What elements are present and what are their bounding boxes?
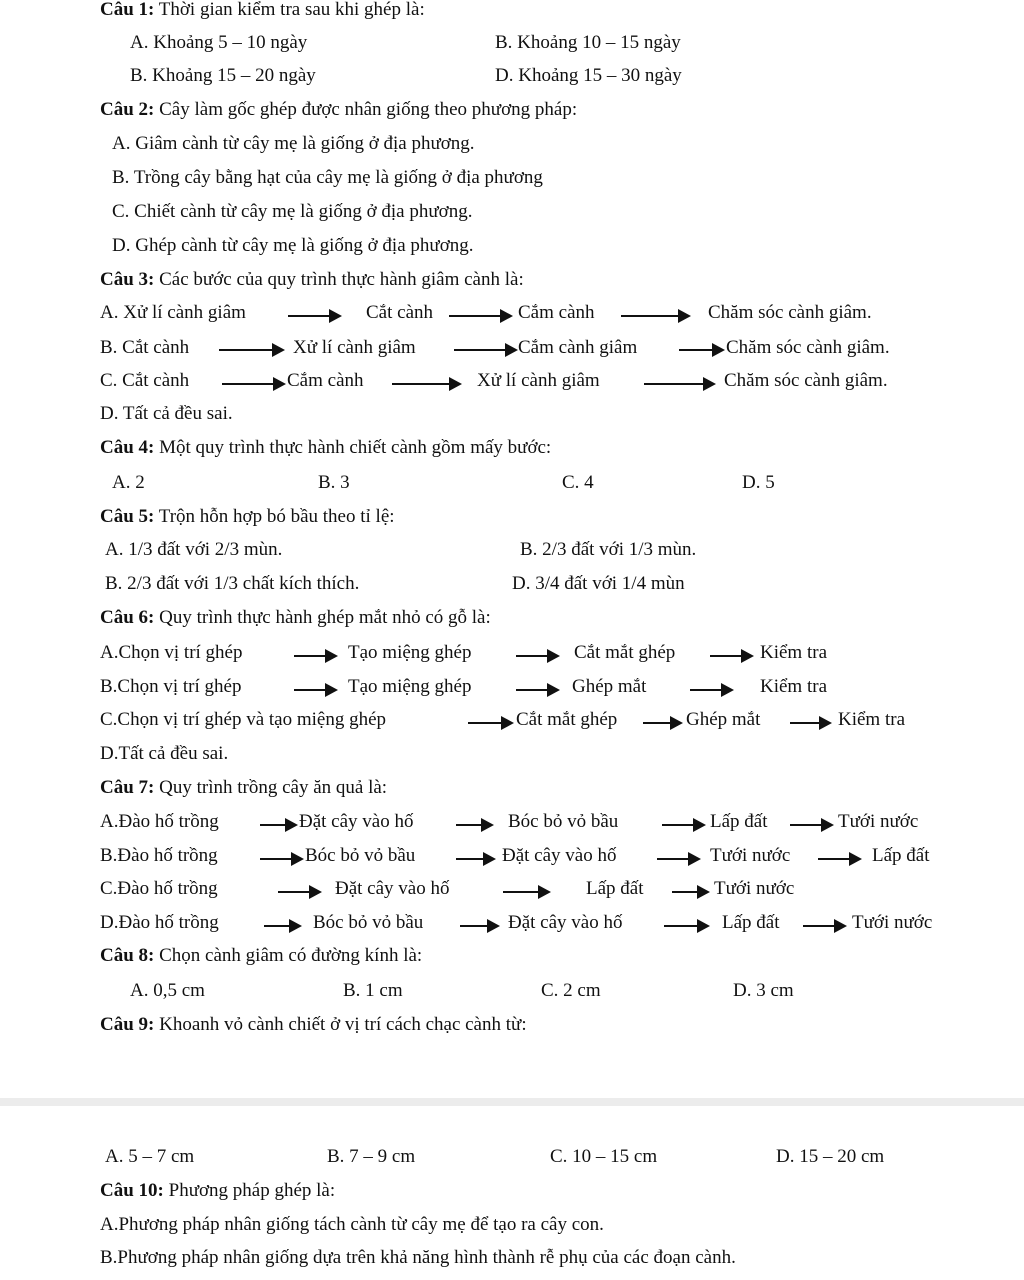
q7-d-step-5: Tưới nước xyxy=(852,912,933,933)
arrow-icon xyxy=(790,824,832,826)
arrow-icon xyxy=(516,689,558,691)
q6-b-step-2: Tạo miệng ghép xyxy=(348,676,472,697)
q3-c-step-4: Chăm sóc cành giâm. xyxy=(724,370,888,391)
arrow-icon xyxy=(803,925,845,927)
arrow-icon xyxy=(790,722,830,724)
arrow-icon xyxy=(392,383,460,385)
arrow-icon xyxy=(454,349,516,351)
q9-option-c: C. 10 – 15 cm xyxy=(550,1146,658,1167)
arrow-icon xyxy=(643,722,681,724)
arrow-icon xyxy=(260,858,302,860)
arrow-icon xyxy=(664,925,708,927)
arrow-icon xyxy=(690,689,732,691)
question-label: Câu 4: xyxy=(100,437,155,458)
arrow-icon xyxy=(264,925,300,927)
arrow-icon xyxy=(644,383,714,385)
question-label: Câu 1: xyxy=(100,0,155,20)
q9-option-a: A. 5 – 7 cm xyxy=(105,1146,195,1167)
arrow-icon xyxy=(260,824,296,826)
q3-c-step-1: C. Cắt cành xyxy=(100,370,190,391)
q6-b-step-3: Ghép mắt xyxy=(572,676,647,697)
q8-option-a: A. 0,5 cm xyxy=(130,980,205,1001)
q7-a-step-2: Đặt cây vào hố xyxy=(299,811,414,832)
question-7 xyxy=(100,776,387,800)
q3-a-step-1: A. Xử lí cành giâm xyxy=(100,302,246,323)
q3-a-step-3: Cắm cành xyxy=(518,302,595,323)
q7-b-step-2: Bóc bỏ vỏ bầu xyxy=(305,845,416,866)
q1-option-a: A. Khoảng 5 – 10 ngày xyxy=(130,32,308,53)
arrow-icon xyxy=(222,383,284,385)
q7-c-step-1: C.Đào hố trồng xyxy=(100,878,218,899)
q7-d-step-2: Bóc bỏ vỏ bầu xyxy=(313,912,424,933)
question-text: Phương pháp ghép là: xyxy=(163,1180,336,1201)
q7-a-step-4: Lấp đất xyxy=(710,811,768,832)
question-text: Quy trình trồng cây ăn quả là: xyxy=(154,777,388,798)
q8-option-d: D. 3 cm xyxy=(733,980,794,1001)
question-label: Câu 8: xyxy=(100,945,155,966)
q4-option-b: B. 3 xyxy=(318,472,350,493)
arrow-icon xyxy=(657,858,699,860)
q5-option-b: B. 2/3 đất với 1/3 mùn. xyxy=(520,539,697,560)
q6-b-step-4: Kiểm tra xyxy=(760,676,828,697)
question-10 xyxy=(100,1179,335,1203)
question-3 xyxy=(100,268,524,292)
question-label: Câu 6: xyxy=(100,607,155,628)
q7-b-step-1: B.Đào hố trồng xyxy=(100,845,218,866)
arrow-icon xyxy=(503,891,549,893)
q7-a-step-5: Tưới nước xyxy=(838,811,919,832)
arrow-icon xyxy=(294,689,336,691)
q5-option-d: D. 3/4 đất với 1/4 mùn xyxy=(512,573,685,594)
q4-option-d: D. 5 xyxy=(742,472,775,493)
q6-c-step-1: C.Chọn vị trí ghép và tạo miệng ghép xyxy=(100,709,387,730)
arrow-icon xyxy=(278,891,320,893)
question-label: Câu 9: xyxy=(100,1014,155,1035)
arrow-icon xyxy=(219,349,283,351)
arrow-icon xyxy=(621,315,689,317)
arrow-icon xyxy=(456,858,494,860)
question-label: Câu 7: xyxy=(100,777,155,798)
q2-option-b: B. Trồng cây bằng hạt của cây mẹ là giống ở địa phương xyxy=(112,167,543,188)
question-2 xyxy=(100,98,577,122)
q2-option-d: D. Ghép cành từ cây mẹ là giống ở địa phương. xyxy=(112,235,474,256)
q7-b-step-3: Đặt cây vào hố xyxy=(502,845,617,866)
q1-option-b: B. Khoảng 10 – 15 ngày xyxy=(495,32,681,53)
q5-option-c: B. 2/3 đất với 1/3 chất kích thích. xyxy=(105,573,360,594)
q3-b-step-4: Chăm sóc cành giâm. xyxy=(726,337,890,358)
question-text: Một quy trình thực hành chiết cành gồm mấy bước: xyxy=(154,437,552,458)
q3-option-d: D. Tất cả đều sai. xyxy=(100,403,233,424)
q3-a-step-4: Chăm sóc cành giâm. xyxy=(708,302,872,323)
q6-b-step-1: B.Chọn vị trí ghép xyxy=(100,676,242,697)
q6-a-step-4: Kiểm tra xyxy=(760,642,828,663)
question-text: Cây làm gốc ghép được nhân giống theo phương pháp: xyxy=(154,99,578,120)
q5-option-a: A. 1/3 đất với 2/3 mùn. xyxy=(105,539,283,560)
arrow-icon xyxy=(456,824,492,826)
arrow-icon xyxy=(468,722,512,724)
q7-a-step-3: Bóc bỏ vỏ bầu xyxy=(508,811,619,832)
q7-c-step-4: Tưới nước xyxy=(714,878,795,899)
arrow-icon xyxy=(662,824,704,826)
arrow-icon xyxy=(672,891,708,893)
question-label: Câu 10: xyxy=(100,1180,164,1201)
arrow-icon xyxy=(710,655,752,657)
q9-option-d: D. 15 – 20 cm xyxy=(776,1146,885,1167)
arrow-icon xyxy=(449,315,511,317)
question-4 xyxy=(100,436,551,460)
q1-option-d: D. Khoảng 15 – 30 ngày xyxy=(495,65,682,86)
q6-a-step-3: Cắt mắt ghép xyxy=(574,642,676,663)
q2-option-a: A. Giâm cành từ cây mẹ là giống ở địa phương. xyxy=(112,133,475,154)
question-label: Câu 3: xyxy=(100,269,155,290)
q9-option-b: B. 7 – 9 cm xyxy=(327,1146,416,1167)
question-label: Câu 2: xyxy=(100,99,155,120)
arrow-icon xyxy=(818,858,860,860)
q3-a-step-2: Cắt cành xyxy=(366,302,434,323)
question-1 xyxy=(100,0,425,22)
q3-b-step-3: Cắm cành giâm xyxy=(518,337,638,358)
question-text: Trộn hỗn hợp bó bầu theo tỉ lệ: xyxy=(154,506,395,527)
q6-a-step-2: Tạo miệng ghép xyxy=(348,642,472,663)
arrow-icon xyxy=(460,925,498,927)
question-text: Khoanh vỏ cành chiết ở vị trí cách chạc cành từ: xyxy=(154,1014,527,1035)
q7-d-step-1: D.Đào hố trồng xyxy=(100,912,219,933)
q7-c-step-2: Đặt cây vào hố xyxy=(335,878,450,899)
q7-b-step-4: Tưới nước xyxy=(710,845,791,866)
q4-option-c: C. 4 xyxy=(562,472,594,493)
q7-c-step-3: Lấp đất xyxy=(586,878,644,899)
q2-option-c: C. Chiết cành từ cây mẹ là giống ở địa phương. xyxy=(112,201,473,222)
q3-c-step-3: Xử lí cành giâm xyxy=(477,370,600,391)
q8-option-c: C. 2 cm xyxy=(541,980,601,1001)
q6-c-step-2: Cắt mắt ghép xyxy=(516,709,618,730)
question-label: Câu 5: xyxy=(100,506,155,527)
q3-b-step-1: B. Cắt cành xyxy=(100,337,190,358)
q4-option-a: A. 2 xyxy=(112,472,145,493)
arrow-icon xyxy=(516,655,558,657)
q7-a-step-1: A.Đào hố trồng xyxy=(100,811,219,832)
question-text: Các bước của quy trình thực hành giâm cành là: xyxy=(154,269,524,290)
q3-b-step-2: Xử lí cành giâm xyxy=(293,337,416,358)
q7-d-step-4: Lấp đất xyxy=(722,912,780,933)
page-divider xyxy=(0,1098,1024,1106)
question-text: Quy trình thực hành ghép mắt nhỏ có gỗ là: xyxy=(154,607,491,628)
arrow-icon xyxy=(679,349,723,351)
q6-c-step-3: Ghép mắt xyxy=(686,709,761,730)
question-text: Thời gian kiểm tra sau khi ghép là: xyxy=(154,0,425,20)
q6-c-step-4: Kiểm tra xyxy=(838,709,906,730)
q1-option-c: B. Khoảng 15 – 20 ngày xyxy=(130,65,316,86)
question-text: Chọn cành giâm có đường kính là: xyxy=(154,945,423,966)
question-9 xyxy=(100,1013,527,1037)
q7-d-step-3: Đặt cây vào hố xyxy=(508,912,623,933)
arrow-icon xyxy=(294,655,336,657)
question-5 xyxy=(100,505,395,529)
q3-c-step-2: Cắm cành xyxy=(287,370,364,391)
q6-a-step-1: A.Chọn vị trí ghép xyxy=(100,642,243,663)
q10-option-a: A.Phương pháp nhân giống tách cành từ cây mẹ để tạo ra cây con. xyxy=(100,1214,604,1235)
question-6 xyxy=(100,606,491,630)
question-8 xyxy=(100,944,422,968)
q8-option-b: B. 1 cm xyxy=(343,980,403,1001)
q6-option-d: D.Tất cả đều sai. xyxy=(100,743,229,764)
arrow-icon xyxy=(288,315,340,317)
q10-option-b: B.Phương pháp nhân giống dựa trên khả năng hình thành rễ phụ của các đoạn cành. xyxy=(100,1247,736,1268)
q7-b-step-5: Lấp đất xyxy=(872,845,930,866)
